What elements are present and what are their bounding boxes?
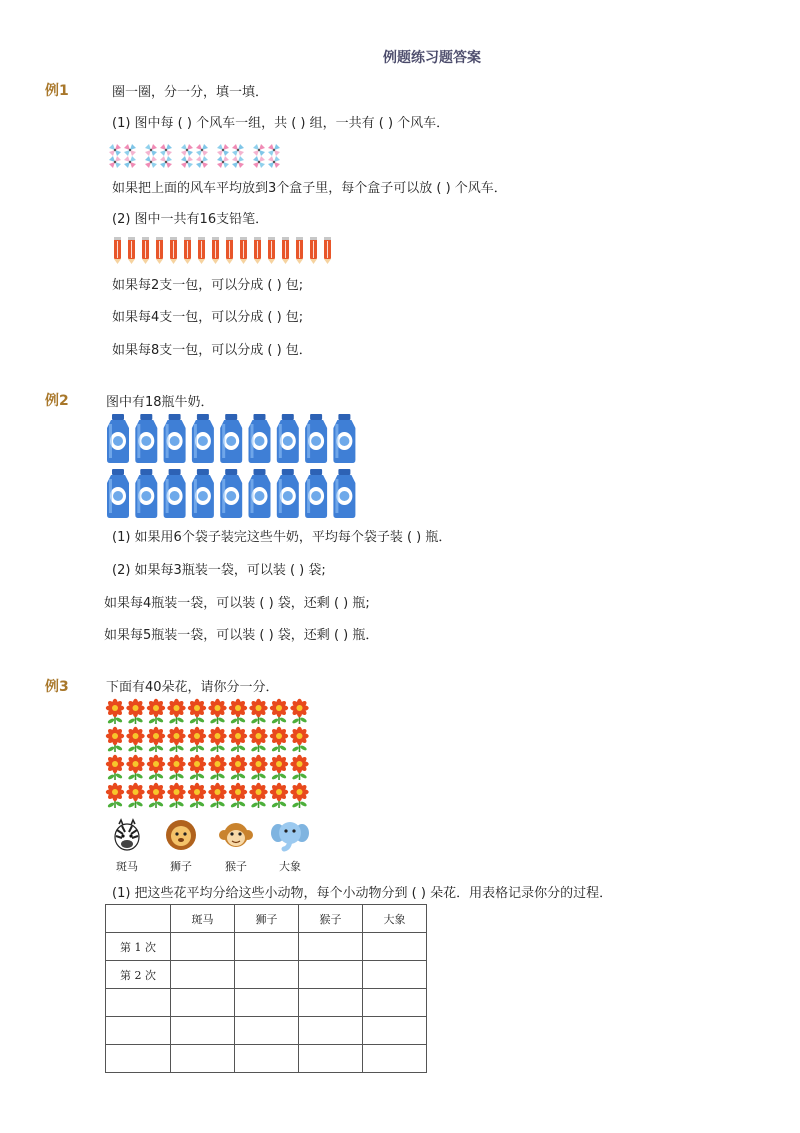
row-label: 第 1 次: [106, 933, 171, 961]
flower-icon: [208, 755, 226, 781]
pencil-icon: [223, 235, 237, 265]
table-cell[interactable]: [363, 1045, 427, 1073]
milk-bottle-icon: [277, 469, 299, 518]
animal-name: 狮子: [170, 860, 192, 873]
flower-icon: [290, 727, 308, 753]
pencil-icon: [153, 235, 167, 265]
pencil-icon: [265, 235, 279, 265]
ex1-q2a: 如果每2支一包，可以分成 ( ) 包;: [112, 278, 304, 293]
pencil-icon: [125, 235, 139, 265]
animal-name: 斑马: [116, 860, 138, 873]
pencil-icon: [279, 235, 293, 265]
milk-bottle-grid: [104, 414, 364, 518]
pencil-icon: [167, 235, 181, 265]
flower-icon: [249, 727, 267, 753]
pinwheel-icon: [142, 140, 178, 172]
milk-bottle-icon: [305, 469, 327, 518]
flower-icon: [126, 727, 144, 753]
table-cell[interactable]: [171, 989, 235, 1017]
flower-icon: [106, 783, 124, 809]
flower-icon: [106, 727, 124, 753]
flower-icon: [249, 783, 267, 809]
flower-grid: [105, 698, 315, 810]
animal-lion: [159, 818, 203, 874]
milk-bottle-icon: [164, 469, 186, 518]
flower-icon: [270, 727, 288, 753]
example-2-label: 例2: [45, 393, 69, 409]
flower-icon: [290, 783, 308, 809]
milk-bottle-icon: [333, 414, 355, 463]
milk-bottle-icon: [249, 414, 271, 463]
pencil-icon: [195, 235, 209, 265]
flower-icon: [167, 755, 185, 781]
table-cell[interactable]: [235, 1017, 299, 1045]
pencil-icon: [237, 235, 251, 265]
flower-icon: [106, 755, 124, 781]
pencil-icon: [139, 235, 153, 265]
ex2-q2b: 如果每4瓶装一袋，可以装 ( ) 袋，还剩 ( ) 瓶;: [104, 596, 370, 611]
pencil-icon: [307, 235, 321, 265]
pinwheel-icon: [106, 140, 142, 172]
flower-icon: [188, 727, 206, 753]
flower-icon: [188, 699, 206, 725]
ex2-intro: 图中有18瓶牛奶．: [106, 395, 214, 410]
pencil-icon: [293, 235, 307, 265]
table-cell[interactable]: [171, 933, 235, 961]
table-cell[interactable]: [299, 1017, 363, 1045]
table-cell[interactable]: [171, 1045, 235, 1073]
flower-icon: [229, 727, 247, 753]
table-cell[interactable]: [235, 1045, 299, 1073]
flower-icon: [167, 727, 185, 753]
ex1-q2c: 如果每8支一包，可以分成 ( ) 包．: [112, 343, 312, 358]
table-cell[interactable]: [299, 1045, 363, 1073]
flower-icon: [167, 783, 185, 809]
ex1-q2b: 如果每4支一包，可以分成 ( ) 包;: [112, 310, 304, 325]
flower-icon: [188, 783, 206, 809]
table-row: [106, 961, 427, 989]
flower-icon: [270, 699, 288, 725]
record-table: [105, 904, 427, 1073]
milk-bottle-icon: [305, 414, 327, 463]
milk-bottle-icon: [107, 414, 129, 463]
ex2-q2: (2) 如果每3瓶装一袋，可以装 ( ) 袋;: [112, 563, 326, 578]
page-title: 例题练习题答案: [383, 50, 481, 66]
flower-icon: [188, 755, 206, 781]
table-cell[interactable]: [363, 989, 427, 1017]
milk-bottle-icon: [249, 469, 271, 518]
table-cell[interactable]: [171, 961, 235, 989]
milk-bottle-icon: [220, 469, 242, 518]
flower-icon: [270, 783, 288, 809]
milk-bottle-icon: [135, 469, 157, 518]
table-header-cell: 猴子: [299, 905, 363, 933]
pencil-icon: [209, 235, 223, 265]
milk-bottle-icon: [333, 469, 355, 518]
animal-elephant: [268, 818, 312, 874]
animal-name: 大象: [279, 860, 301, 873]
zebra-icon: [109, 818, 145, 852]
table-header-cell: 斑马: [171, 905, 235, 933]
milk-bottle-icon: [135, 414, 157, 463]
table-cell[interactable]: [235, 961, 299, 989]
flower-icon: [106, 699, 124, 725]
milk-bottle-icon: [192, 414, 214, 463]
flower-icon: [249, 755, 267, 781]
table-header-cell: [106, 905, 171, 933]
table-cell[interactable]: [299, 933, 363, 961]
table-cell[interactable]: [171, 1017, 235, 1045]
pinwheel-icon: [250, 140, 286, 172]
flower-icon: [208, 727, 226, 753]
flower-icon: [290, 699, 308, 725]
lion-icon: [163, 818, 199, 852]
flower-icon: [270, 755, 288, 781]
table-row: [106, 1017, 427, 1045]
table-cell[interactable]: [299, 989, 363, 1017]
pencil-icon: [111, 235, 125, 265]
flower-icon: [229, 783, 247, 809]
table-cell[interactable]: [235, 933, 299, 961]
flower-icon: [126, 699, 144, 725]
flower-icon: [147, 699, 165, 725]
flower-icon: [229, 755, 247, 781]
table-cell[interactable]: [363, 961, 427, 989]
flower-icon: [167, 699, 185, 725]
pencil-icon: [181, 235, 195, 265]
milk-bottle-icon: [277, 414, 299, 463]
ex3-intro: 下面有40朵花，请你分一分．: [106, 680, 279, 695]
row-label: 第 2 次: [106, 961, 171, 989]
pencil-icon: [321, 235, 335, 265]
ex1-q1: (1) 图中每 ( ) 个风车一组，共 ( ) 组，一共有 ( ) 个风车．: [112, 116, 450, 131]
flower-icon: [126, 755, 144, 781]
table-cell[interactable]: [363, 933, 427, 961]
ex1-intro: 圈一圈，分一分，填一填．: [112, 85, 269, 100]
example-3-label: 例3: [45, 679, 69, 695]
pinwheel-icon: [214, 140, 250, 172]
ex1-q2: (2) 图中一共有16支铅笔．: [112, 212, 269, 227]
flower-icon: [208, 783, 226, 809]
milk-bottle-icon: [192, 469, 214, 518]
table-cell[interactable]: [299, 961, 363, 989]
pinwheel-icon: [178, 140, 214, 172]
ex2-q2c: 如果每5瓶装一袋，可以装 ( ) 袋，还剩 ( ) 瓶．: [104, 628, 379, 643]
table-cell[interactable]: [363, 1017, 427, 1045]
row-label: [106, 1017, 171, 1045]
table-row: [106, 933, 427, 961]
flower-icon: [126, 783, 144, 809]
flower-icon: [229, 699, 247, 725]
ex2-q1: (1) 如果用6个袋子装完这些牛奶，平均每个袋子装 ( ) 瓶．: [112, 530, 452, 545]
table-row: [106, 989, 427, 1017]
table-header-row: [106, 905, 427, 933]
pinwheel-row: [106, 140, 286, 172]
animal-zebra: [105, 818, 149, 874]
table-cell[interactable]: [235, 989, 299, 1017]
animal-name: 猴子: [225, 860, 247, 873]
row-label: [106, 989, 171, 1017]
pencil-icon: [251, 235, 265, 265]
example-1-label: 例1: [45, 83, 69, 99]
monkey-icon: [218, 818, 254, 852]
animal-monkey: [214, 818, 258, 874]
flower-icon: [208, 699, 226, 725]
elephant-icon: [270, 818, 310, 852]
flower-icon: [147, 783, 165, 809]
flower-icon: [290, 755, 308, 781]
milk-bottle-icon: [164, 414, 186, 463]
table-header-cell: 狮子: [235, 905, 299, 933]
flower-icon: [147, 755, 165, 781]
flower-icon: [249, 699, 267, 725]
milk-bottle-icon: [220, 414, 242, 463]
ex3-q1: (1) 把这些花平均分给这些小动物，每个小动物分到 ( ) 朵花．用表格记录你分的过程．: [112, 886, 613, 901]
table-row: [106, 1045, 427, 1073]
row-label: [106, 1045, 171, 1073]
table-header-cell: 大象: [363, 905, 427, 933]
pencil-row: [111, 235, 335, 265]
ex1-q1b: 如果把上面的风车平均放到3个盒子里，每个盒子可以放 ( ) 个风车．: [112, 181, 507, 196]
milk-bottle-icon: [107, 469, 129, 518]
flower-icon: [147, 727, 165, 753]
